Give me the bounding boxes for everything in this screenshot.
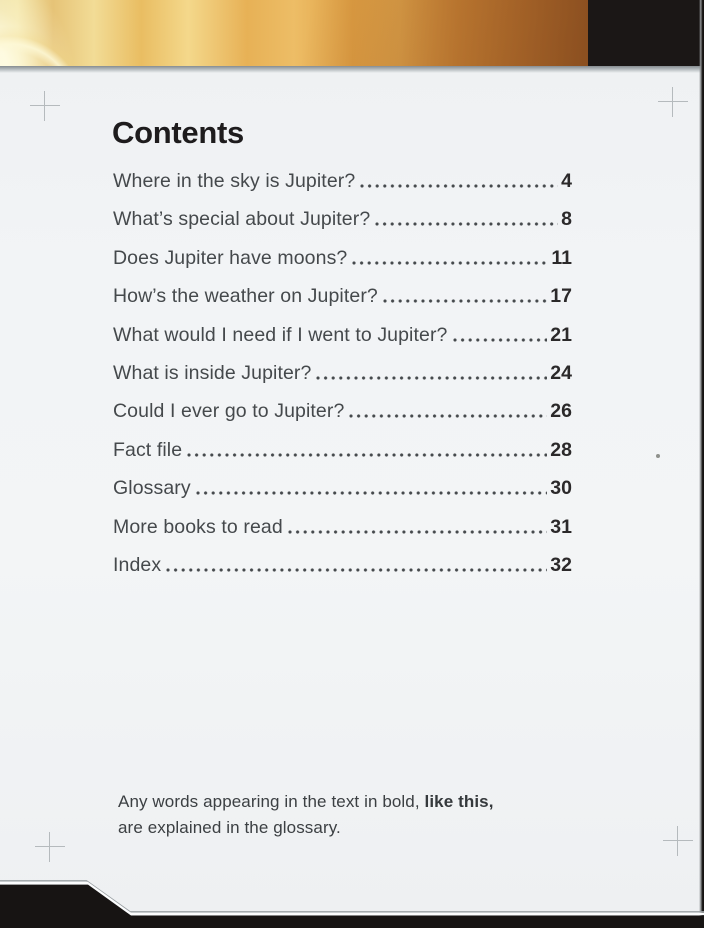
toc-dot-leader bbox=[349, 414, 547, 418]
toc-row bbox=[113, 171, 572, 191]
toc-row bbox=[113, 325, 572, 345]
toc-page-number: 17 bbox=[550, 285, 572, 308]
jupiter-photo-strip bbox=[0, 0, 588, 66]
toc-entry-title: Fact file bbox=[113, 438, 183, 461]
toc-row bbox=[113, 555, 572, 575]
toc-dot-leader bbox=[166, 568, 547, 572]
right-page-edge bbox=[699, 0, 704, 928]
toc-page-number: 32 bbox=[550, 553, 572, 576]
toc-page-number: 24 bbox=[550, 361, 572, 384]
toc-entry-title: More books to read bbox=[113, 515, 283, 538]
toc-page-number: 21 bbox=[550, 323, 572, 346]
crop-mark-bottom-left bbox=[35, 832, 65, 862]
toc-page-number: 11 bbox=[551, 246, 572, 269]
toc-page-number: 4 bbox=[561, 170, 572, 192]
toc-page-number: 26 bbox=[550, 400, 572, 423]
table-of-contents bbox=[113, 171, 572, 593]
toc-entry-title: What would I need if I went to Jupiter? bbox=[113, 323, 448, 346]
toc-row bbox=[113, 363, 572, 383]
toc-page-number: 28 bbox=[550, 438, 572, 461]
bottom-black-trim bbox=[0, 880, 704, 928]
toc-entry-title: Index bbox=[113, 553, 162, 576]
crop-mark-top-right bbox=[658, 87, 688, 117]
toc-dot-leader bbox=[383, 299, 547, 303]
toc-row bbox=[113, 209, 572, 229]
toc-entry-title: How’s the weather on Jupiter? bbox=[113, 285, 378, 308]
toc-row bbox=[113, 478, 572, 498]
toc-dot-leader bbox=[187, 453, 547, 457]
toc-entry-title: What is inside Jupiter? bbox=[113, 361, 312, 384]
page-title: Contents bbox=[112, 115, 244, 150]
top-black-band bbox=[588, 0, 704, 66]
crop-mark-top-left bbox=[30, 91, 60, 121]
toc-dot-leader bbox=[375, 222, 558, 226]
toc-page-number: 30 bbox=[550, 477, 572, 500]
toc-entry-title: What’s special about Jupiter? bbox=[113, 208, 371, 231]
toc-dot-leader bbox=[360, 184, 558, 188]
toc-row bbox=[113, 440, 572, 460]
glossary-note bbox=[118, 789, 578, 841]
toc-dot-leader bbox=[453, 338, 548, 342]
glossary-note-line1 bbox=[118, 789, 578, 815]
toc-page-number: 31 bbox=[550, 515, 572, 538]
toc-row bbox=[113, 517, 572, 537]
strip-shadow bbox=[0, 66, 704, 73]
crop-mark-bottom-right bbox=[663, 826, 693, 856]
glossary-note-line2: are explained in the glossary. bbox=[118, 818, 341, 837]
paper-speck bbox=[656, 454, 660, 458]
note-bold-example: like this, bbox=[424, 792, 494, 811]
toc-page-number: 8 bbox=[561, 208, 572, 231]
toc-dot-leader bbox=[316, 376, 547, 380]
toc-entry-title: Glossary bbox=[113, 477, 191, 500]
toc-dot-leader bbox=[196, 491, 548, 495]
toc-row bbox=[113, 286, 572, 306]
toc-row bbox=[113, 248, 572, 268]
toc-entry-title: Where in the sky is Jupiter? bbox=[113, 170, 356, 192]
toc-row bbox=[113, 401, 572, 421]
toc-entry-title: Could I ever go to Jupiter? bbox=[113, 400, 345, 423]
toc-entry-title: Does Jupiter have moons? bbox=[113, 246, 348, 269]
toc-dot-leader bbox=[288, 530, 547, 534]
toc-dot-leader bbox=[352, 261, 548, 265]
note-text: Any words appearing in the text in bold, bbox=[118, 792, 425, 811]
